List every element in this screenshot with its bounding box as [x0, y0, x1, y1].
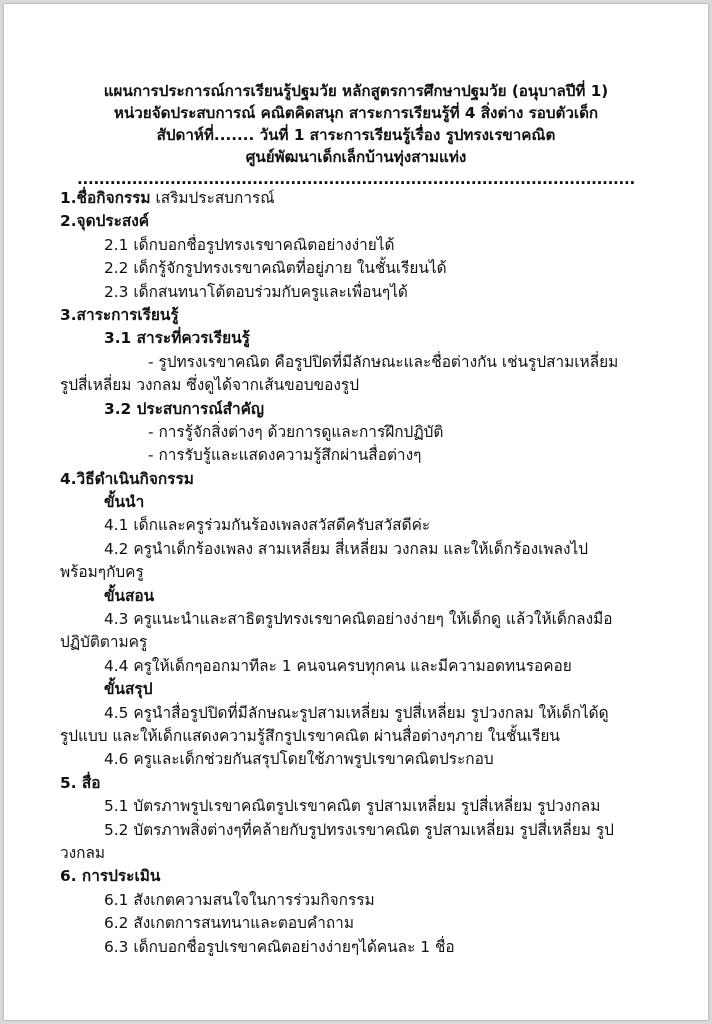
list-item: 2.3 เด็กสนทนาโต้ตอบร่วมกับครูและเพื่อนๆได้ [104, 282, 408, 301]
paragraph-line: รูปแบบ และให้เด็กแสดงความรู้สึกรูปเรขาคณิต ผ่านสื่อต่างๆภาย ในชั้นเรียน [60, 726, 560, 745]
section-activity-name [60, 187, 660, 210]
list-item: - การรู้จักสิ่งต่างๆ ด้วยการดูและการฝึกปฏิบัติ [148, 422, 444, 441]
header-dotted-separator: ...................................................................................................... [77, 170, 635, 188]
paragraph-line: พร้อมๆกับครู [60, 563, 144, 582]
section-heading: 1.ชื่อกิจกรรม [60, 189, 151, 207]
document-body [60, 187, 660, 959]
list-item: - การรับรู้และแสดงความรู้สึกผ่านสื่อต่างๆ [148, 446, 422, 465]
list-item: 4.1 เด็กและครูร่วมกันร้องเพลงสวัสดีครับสวัสดีค่ะ [104, 516, 431, 535]
subsection-heading: ขั้นสอน [104, 586, 155, 605]
header-line-center: ศูนย์พัฒนาเด็กเล็กบ้านทุ่งสามแท่ง [245, 148, 467, 166]
paragraph-line: 5.2 บัตรภาพสิ่งต่างๆที่คล้ายกับรูปทรงเรขาคณิต รูปสามเหลี่ยม รูปสี่เหลี่ยม รูป [104, 820, 614, 839]
subsection-heading: ขั้นสรุป [104, 680, 153, 699]
activity-name-value: เสริมประสบการณ์ [150, 189, 275, 207]
list-item: 6.3 เด็กบอกชื่อรูปเรขาคณิตอย่างง่ายๆได้คนละ 1 ชื่อ [104, 937, 455, 956]
paragraph-line: 4.5 ครูนำสื่อรูปปิดที่มีลักษณะรูปสามเหลี่ยม รูปสี่เหลี่ยม รูปวงกลม ให้เด็กได้ดู [104, 703, 609, 722]
section-heading: 6. การประเมิน [60, 867, 161, 886]
header-line-plan-title: แผนการประการณ์การเรียนรู้ปฐมวัย หลักสูตรการศึกษาปฐมวัย (อนุบาลปีที่ 1) [103, 82, 609, 100]
section-heading: 4.วิธีดำเนินกิจกรรม [60, 469, 194, 488]
paragraph-line: รูปสี่เหลี่ยม วงกลม ซึ่งดูได้จากเส้นขอบของรูป [60, 376, 359, 395]
paragraph-line: 4.2 ครูนำเด็กร้องเพลง สามเหลี่ยม สี่เหลี่ยม วงกลม และให้เด็กร้องเพลงไป [104, 539, 588, 558]
subsection-heading: 3.1 สาระที่ควรเรียนรู้ [104, 329, 250, 348]
header-line-unit: หน่วยจัดประสบการณ์ คณิตคิดสนุก สาระการเรียนรู้ที่ 4 สิ่งต่าง รอบตัวเด็ก [113, 104, 599, 122]
list-item: 5.1 บัตรภาพรูปเรขาคณิตรูปเรขาคณิต รูปสามเหลี่ยม รูปสี่เหลี่ยม รูปวงกลม [104, 797, 601, 816]
paragraph-line: วงกลม [60, 843, 106, 862]
paragraph-line: - รูปทรงเรขาคณิต คือรูปปิดที่มีลักษณะและชื่อต่างกัน เช่นรูปสามเหลี่ยม [148, 352, 619, 371]
list-item: 6.1 สังเกตความสนใจในการร่วมกิจกรรม [104, 890, 375, 909]
header-line-week: สัปดาห์ที่....... วันที่ 1 สาระการเรียนรู้เรื่อง รูปทรงเรขาคณิต [156, 126, 556, 144]
subsection-heading: 3.2 ประสบการณ์สำคัญ [104, 399, 265, 418]
document-header [4, 80, 708, 190]
list-item: 2.2 เด็กรู้จักรูปทรงเรขาคณิตที่อยู่ภาย ในชั้นเรียนได้ [104, 259, 447, 278]
list-item: 4.6 ครูและเด็กช่วยกันสรุปโดยใช้ภาพรูปเรขาคณิตประกอบ [104, 750, 494, 769]
list-item: 4.4 ครูให้เด็กๆออกมาทีละ 1 คนจนครบทุกคน และมีความอดทนรอคอย [104, 656, 572, 675]
section-heading: 5. สื่อ [60, 773, 101, 792]
section-heading: 3.สาระการเรียนรู้ [60, 305, 179, 324]
document-page [4, 4, 708, 1020]
section-heading: 2.จุดประสงค์ [60, 212, 150, 231]
list-item: 6.2 สังเกตการสนทนาและตอบคำถาม [104, 914, 354, 933]
subsection-heading: ขั้นนำ [104, 493, 145, 512]
paragraph-line: 4.3 ครูแนะนำและสาธิตรูปทรงเรขาคณิตอย่างง่ายๆ ให้เด็กดู แล้วให้เด็กลงมือ [104, 610, 613, 629]
list-item: 2.1 เด็กบอกชื่อรูปทรงเรขาคณิตอย่างง่ายได้ [104, 235, 395, 254]
paragraph-line: ปฏิบัติตามครู [60, 633, 148, 652]
